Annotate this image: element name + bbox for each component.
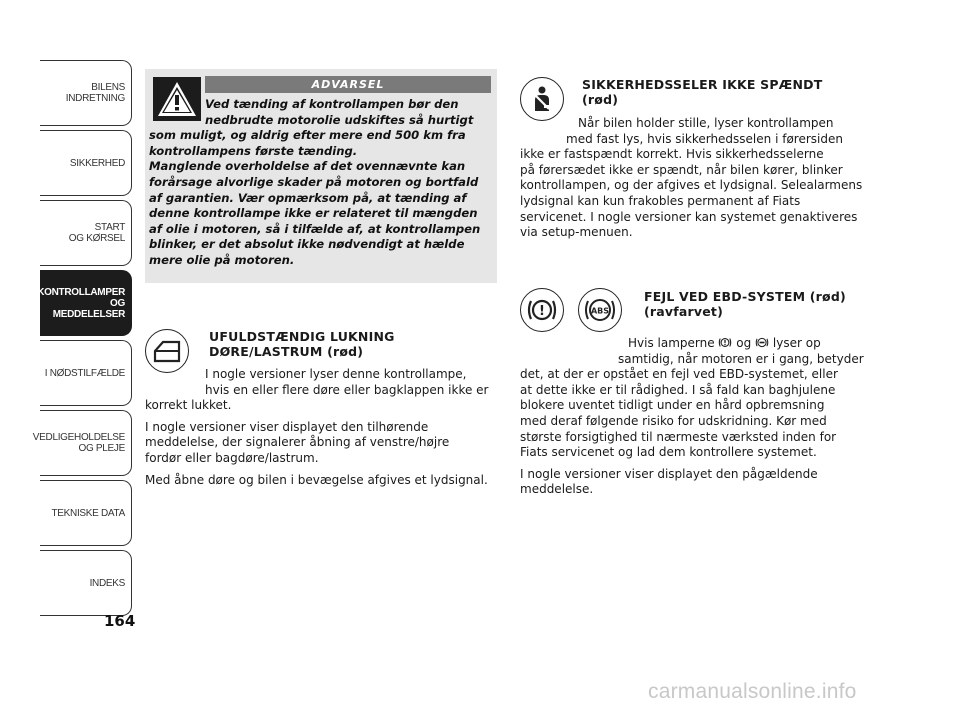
tab-sikkerhed[interactable] — [40, 130, 132, 196]
tab-label: BILENS INDRETNING — [65, 82, 125, 104]
ebd-title: FEJL VED EBD-SYSTEM (rød) (ravfarvet) — [644, 289, 846, 319]
tab-vedligeholdelse[interactable] — [32, 410, 132, 476]
tab-bilens-indretning[interactable] — [40, 60, 132, 126]
ebd-paragraph-1: Hvis lamperne og lyser op samtidig, når motoren er i gang, betyder det, at der er opstået en fejl ved EBD-systemet, eller at dette ikke er til rådighed. I så fald kan baghjulene blokere uventet tidligt under en hård opbremsning med deraf følgende risiko for udskridning. Kør med største forsigtighed til nærmeste værksted inden for Fiats servicenet og lad dem kontrollere systemet. — [520, 336, 864, 460]
door-section — [145, 329, 495, 494]
watermark: carmanualsonline.info — [648, 680, 857, 703]
tab-label: START OG KØRSEL — [68, 222, 125, 244]
brake-warning-inline-icon — [718, 336, 732, 349]
tab-label: KONTROLLAMPER OG MEDDELELSER — [37, 286, 125, 320]
tab-label: I NØDSTILFÆLDE — [44, 367, 125, 379]
warning-text: Ved tænding af kontrollampen bør den nedbrudte motorolie udskiftes så hurtigt som muligt, og aldrig efter mere end 500 km fra kontrollampens første tænding. Manglende overholdelse af det ovennævnte kan forårsage alvorlige skader på motoren og bortfald af garantien. Vær opmærksom på, at tænding af denne kontrollampe ikke er relateret til mængden af olie i motoren, så i tilfælde af, at kontrollampen blinker, er det absolut ikke nødvendigt at hælde mere olie på motoren. — [149, 97, 481, 267]
tab-start-og-korsel[interactable] — [40, 200, 132, 266]
abs-label: ABS — [590, 306, 610, 316]
door-paragraph-1: I nogle versioner lyser denne kontrollampe, hvis en eller flere døre eller bagklappen ikke er korrekt lukket. — [145, 367, 489, 413]
door-paragraph-3: Med åbne døre og bilen i bevægelse afgives et lydsignal. — [145, 472, 488, 487]
tab-i-nodstilfaelde[interactable] — [40, 340, 132, 406]
warning-box — [145, 69, 497, 283]
door-title: UFULDSTÆNDIG LUKNING DØRE/LASTRUM (rød) — [209, 329, 395, 359]
seatbelt-paragraph: Når bilen holder stille, lyser kontrollampen med fast lys, hvis sikkerhedsselen i førersiden ikke er fastspændt korrekt. Hvis sikkerhedsselerne på førersædet ikke er spændt, når bilen kører, blinker kontrollampen, og der afgives et lydsignal. Selealarmens lydsignal kan kun frakobles permanent af Fiats servicenet. I nogle versioner kan systemet genaktiveres via setup-menuen. — [520, 116, 863, 240]
tab-label: VEDLIGEHOLDELSE OG PLEJE — [32, 432, 125, 454]
tab-label: TEKNISKE DATA — [51, 507, 125, 519]
ebd-section — [520, 289, 880, 504]
exclaim-mark: ! — [539, 304, 545, 319]
tab-label: SIKKERHED — [69, 157, 125, 169]
abs-inline-icon — [755, 336, 769, 349]
page-number: 164 — [104, 612, 136, 630]
door-paragraph-2: I nogle versioner viser displayet den tilhørende meddelelse, der signalerer åbning af venstre/højre fordør eller bagdøre/lastrum. — [145, 419, 450, 465]
tab-indeks[interactable] — [40, 550, 132, 616]
ebd-paragraph-2: I nogle versioner viser displayet den pågældende meddelelse. — [520, 466, 818, 497]
tab-kontrollamper[interactable] — [37, 270, 132, 336]
chapter-tabs — [32, 60, 132, 620]
seatbelt-section — [520, 77, 880, 247]
seatbelt-title: SIKKERHEDSSELER IKKE SPÆNDT (rød) — [582, 77, 823, 107]
tab-label: INDEKS — [89, 577, 125, 589]
warning-title: ADVARSEL — [205, 76, 491, 93]
tab-tekniske-data[interactable] — [40, 480, 132, 546]
